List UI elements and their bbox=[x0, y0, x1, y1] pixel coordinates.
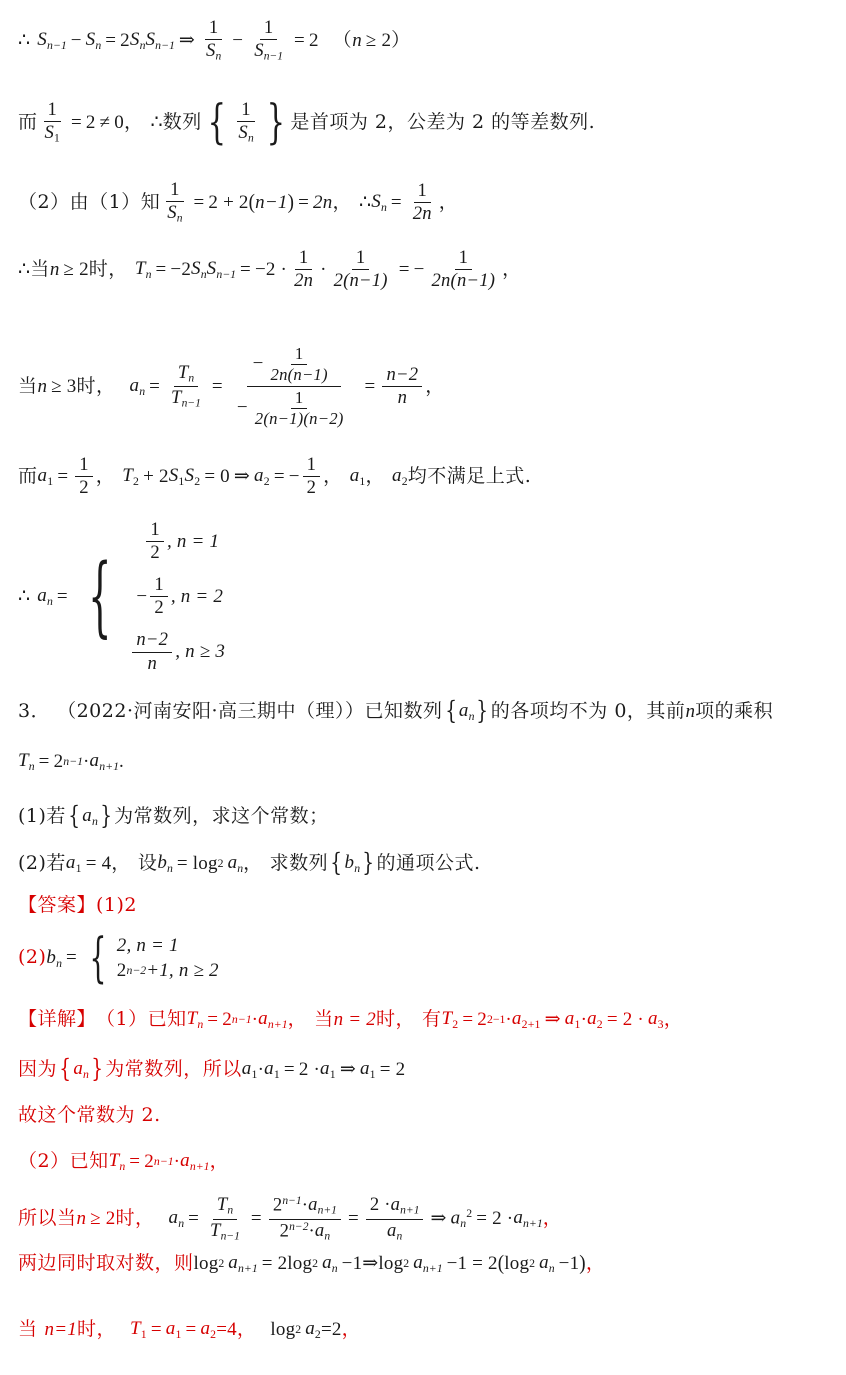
math-S: S bbox=[37, 28, 47, 50]
implies-symbol: ⇒ bbox=[178, 29, 195, 51]
answer-value-1: (1)2 bbox=[96, 894, 138, 916]
solution-line-7-piecewise: ∴ $a_n$ = { $\frac{1}{2}$ , n = 1 − $\frac{1}{2}$ , n = 2 $\frac{n-2}{n}$ , n ≥ 3 bbox=[18, 519, 226, 674]
detail-header: 【详解】 （1） 已知 $T_n$ = 2 n−1 · $a_{n+1}$ ， 当 n = 2 时， 有 T2 = 2 2−1 · a2+1 ⇒ a1 · a2 = 2 · a3 ， bbox=[18, 1007, 684, 1031]
problem-3-statement: 3． （2022·河南安阳·高三期中（理）） 已知数列 { $a_n$ } 的各项均不为 0，其前 n 项的乘积 bbox=[18, 695, 774, 726]
not-equal-symbol: ≠ bbox=[99, 111, 111, 133]
solution-line-3: （2） 由 （1） 知 $\frac{1}{S_n}$ = 2 + 2 ( n−1 ) = 2n ， ∴ $S_n$ = $\frac{1}{2n}$ ， bbox=[18, 179, 459, 225]
case-row-3: $\frac{n-2}{n}$ , n ≥ 3 bbox=[129, 630, 225, 673]
answer-label: 【答案】 bbox=[18, 894, 97, 916]
chinese-er: 而 bbox=[18, 110, 38, 133]
detail-line-2: 因为 { $a_n$ } 为常数列，所以 a1 · a1 = 2 · a1 ⇒ a1 = 2 bbox=[18, 1053, 406, 1084]
answer-case-1: 2, n = 1 bbox=[116, 935, 179, 956]
seq-brace-b: { $b_n$ } bbox=[330, 847, 375, 878]
answer-header bbox=[18, 895, 836, 917]
solution-line-6: 而 a1 = $\frac{1}{2}$ ， T2 + 2 S1S2 = 0 ⇒ a2 = − $\frac{1}{2}$ ， a1 ， a2 均不满足上式. bbox=[18, 454, 532, 499]
seq-brace-red: { $a_n$ } bbox=[59, 1053, 103, 1084]
nested-fraction: − $\frac{1}{2n(n-1)}$ − $\frac{1}{2(n-1)(n-2)}$ bbox=[236, 344, 344, 429]
detail-line-4: 所以当 n ≥ 2 时， $a_n$ = $\frac{T_n}{T_{n-1}}$ = $\frac{2^{n-1}\cdot a_{n+1}}{2^{n-2}\cdot a_n}$ = $\frac{2 \cdot a_{n+1}}{a_n}$ ⇒ $a_n^2$ = 2 · $a_{n+1}$ ， bbox=[18, 1194, 563, 1243]
problem-number: 3． bbox=[18, 699, 51, 722]
problem-3-part2: (2)若 a1 = 4 ， 设 $b_n$ = log 2 $a_n$ ， 求数列 { $b_n$ } 的通项公式. bbox=[18, 847, 481, 878]
piecewise-cases: { $\frac{1}{2}$ , n = 1 − $\frac{1}{2}$ , n = 2 $\frac{n-2}{n}$ , n ≥ 3 bbox=[87, 519, 226, 674]
solution-line-1: ∴ $S_{n-1}$ − $S_n$ = 2 $S_nS_{n-1}$ ⇒ $\frac{1}{S_n}$ − $\frac{1}{S_{n-1}}$ = 2 （ n ≥ 2 ） bbox=[18, 17, 411, 63]
solution-line-2: 而 $\frac{1}{S1}$ = 2 ≠ 0 ， ∴ 数列 { $\frac{1}{S_n}$ } 是首项为 2，公差为 2 的等差数列. bbox=[18, 95, 596, 150]
therefore-symbol: ∴ bbox=[18, 29, 31, 51]
case-row-1: $\frac{1}{2}$ , n = 1 bbox=[129, 520, 225, 563]
problem-source: （2022·河南安阳·高三期中（理）） bbox=[57, 699, 365, 722]
case-row-2: − $\frac{1}{2}$ , n = 2 bbox=[136, 574, 224, 619]
detail-line-5: 两边同时取对数，则 log 2 $a_{n+1}$ = 2log 2 $a_n$ −1 ⇒ log 2 $a_{n+1}$ −1 = 2 ( log 2 $a_n$ −1 ) ， bbox=[18, 1251, 606, 1275]
problem-3-part1: (1)若 { $a_n$ } 为常数列，求这个常数； bbox=[18, 800, 329, 831]
seq-brace: { $a_n$ } bbox=[444, 695, 489, 726]
chinese-tail-2: 是首项为 2，公差为 2 的等差数列. bbox=[290, 110, 596, 133]
detail-part2-header: （2） 已知 $T_n$ = 2 n−1 · $a_{n+1}$ ， bbox=[18, 1149, 230, 1173]
chinese-shulie: 数列 bbox=[162, 110, 202, 133]
detail-line-3: 故这个常数为 2. bbox=[18, 1104, 161, 1126]
solution-line-5: 当 n ≥ 3 时， $a_n$ = $\frac{T_n}{T_{n-1}}$ = − $\frac{1}{2n(n-1)}$ − $\frac{1}{2(n-1)(n-2)}$ = $\frac{n-2}{n}$ ， bbox=[18, 344, 445, 429]
set-brace-group: { $\frac{1}{S_n}$ } bbox=[207, 95, 285, 150]
problem-3-formula: $T_n$ = 2 n−1 · $a_{n+1}$ . bbox=[18, 750, 124, 773]
answer-case-2: 2 n−2 +1, n ≥ 2 bbox=[116, 959, 219, 981]
minus-op: − bbox=[70, 29, 82, 51]
seq-brace-a: { $a_n$ } bbox=[68, 800, 112, 831]
answer-piecewise: { 2, n = 1 2 n−2 +1, n ≥ 2 bbox=[89, 926, 219, 989]
detail-line-6: 当 n=1 时， T1 = a1 = a2 =4 ， log 2 a2 =2 ， bbox=[18, 1317, 362, 1341]
answer-prefix-2: (2) bbox=[18, 946, 47, 969]
detail-label: 【详解】 bbox=[18, 1007, 97, 1030]
solution-line-4: ∴ 当 n ≥ 2 时， $T_n$ = −2 $S_nS_{n-1}$ = −2 · $\frac{1}{2n}$ · $\frac{1}{2(n-1)}$ = − $\frac{1}{2n(n-1)}$ ， bbox=[18, 247, 522, 292]
answer-part2: (2) $b_n$ = { 2, n = 1 2 n−2 +1, n ≥ 2 bbox=[18, 926, 219, 989]
